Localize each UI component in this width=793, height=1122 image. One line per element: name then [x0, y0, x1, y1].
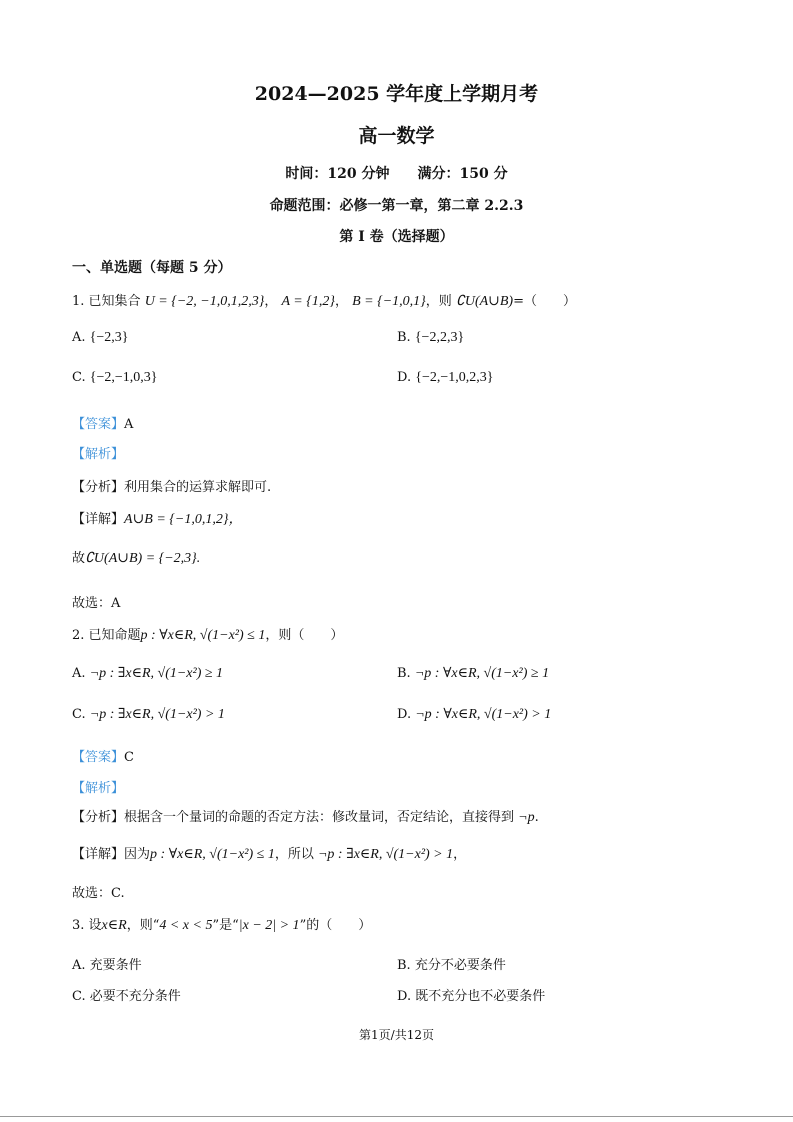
section-title: 一、单选题（每题 5 分） — [72, 260, 232, 276]
q1-option-c: C. {−2,−1,0,3} — [72, 370, 158, 385]
q3-option-d: D. 既不充分也不必要条件 — [397, 989, 546, 1004]
q2-detail: 【详解】因为p : ∀x∈R, √(1−x²) ≤ 1，所以 ¬p : ∃x∈R, √(1−x²) > 1， — [72, 847, 467, 862]
q1-expression: ∁U(A∪B) — [455, 294, 514, 309]
q2-option-a: A. ¬p : ∃x∈R, √(1−x²) ≥ 1 — [72, 666, 224, 681]
page-bottom-border — [0, 1116, 793, 1117]
q1-option-b: B. {−2,2,3} — [397, 330, 465, 345]
q2-answer: 【答案】C — [72, 750, 134, 765]
q1-detail-2: 故∁U(A∪B) = {−2,3}. — [72, 551, 201, 566]
q1-conclusion: 故选：A — [72, 596, 121, 611]
q3-stem: 3. 设x∈R，则“4 < x < 5”是“|x − 2| > 1”的（ ） — [72, 918, 372, 933]
q2-stem: 2. 已知命题p : ∀x∈R, √(1−x²) ≤ 1，则（ ） — [72, 628, 344, 643]
q3-option-c: C. 必要不充分条件 — [72, 989, 181, 1004]
q2-fenxi: 【分析】根据含一个量词的命题的否定方法：修改量词，否定结论，直接得到 ¬p. — [72, 810, 539, 825]
part-title: 第 I 卷（选择题） — [339, 229, 454, 245]
q2-option-c: C. ¬p : ∃x∈R, √(1−x²) > 1 — [72, 707, 225, 722]
q1-option-a: A. {−2,3} — [72, 330, 129, 345]
subject-title: 高一数学 — [358, 125, 435, 147]
q1-stem: 1. 已知集合 U = {−2, −1,0,1,2,3}， A = {1,2}， B = {−1,0,1}，则 ∁U(A∪B)=（ ） — [72, 294, 577, 309]
exam-scope: 命题范围：必修一第一章，第二章 2.2.3 — [269, 198, 524, 214]
q2-conclusion: 故选：C. — [72, 886, 125, 901]
q1-fenxi: 【分析】利用集合的运算求解即可. — [72, 480, 272, 495]
q1-analysis-tag: 【解析】 — [72, 447, 125, 462]
page-footer: 第1页/共12页 — [359, 1028, 434, 1042]
q1-set-b: B = {−1,0,1} — [352, 294, 426, 309]
q1-set-a: A = {1,2} — [281, 294, 335, 309]
q2-option-d: D. ¬p : ∀x∈R, √(1−x²) > 1 — [397, 707, 552, 722]
q1-detail: 【详解】A∪B = {−1,0,1,2}， — [72, 512, 243, 527]
q1-set-u: U = {−2, −1,0,1,2,3} — [144, 294, 265, 309]
q1-answer: 【答案】A — [72, 417, 134, 432]
q3-option-a: A. 充要条件 — [72, 958, 142, 973]
page-title: 2024—2025 学年度上学期月考 — [254, 83, 539, 105]
q2-option-b: B. ¬p : ∀x∈R, √(1−x²) ≥ 1 — [397, 666, 550, 681]
q1-option-d: D. {−2,−1,0,2,3} — [397, 370, 494, 385]
q2-analysis-tag: 【解析】 — [72, 781, 125, 796]
exam-time-score: 时间：120 分钟 满分：150 分 — [285, 166, 508, 182]
q3-option-b: B. 充分不必要条件 — [397, 958, 506, 973]
